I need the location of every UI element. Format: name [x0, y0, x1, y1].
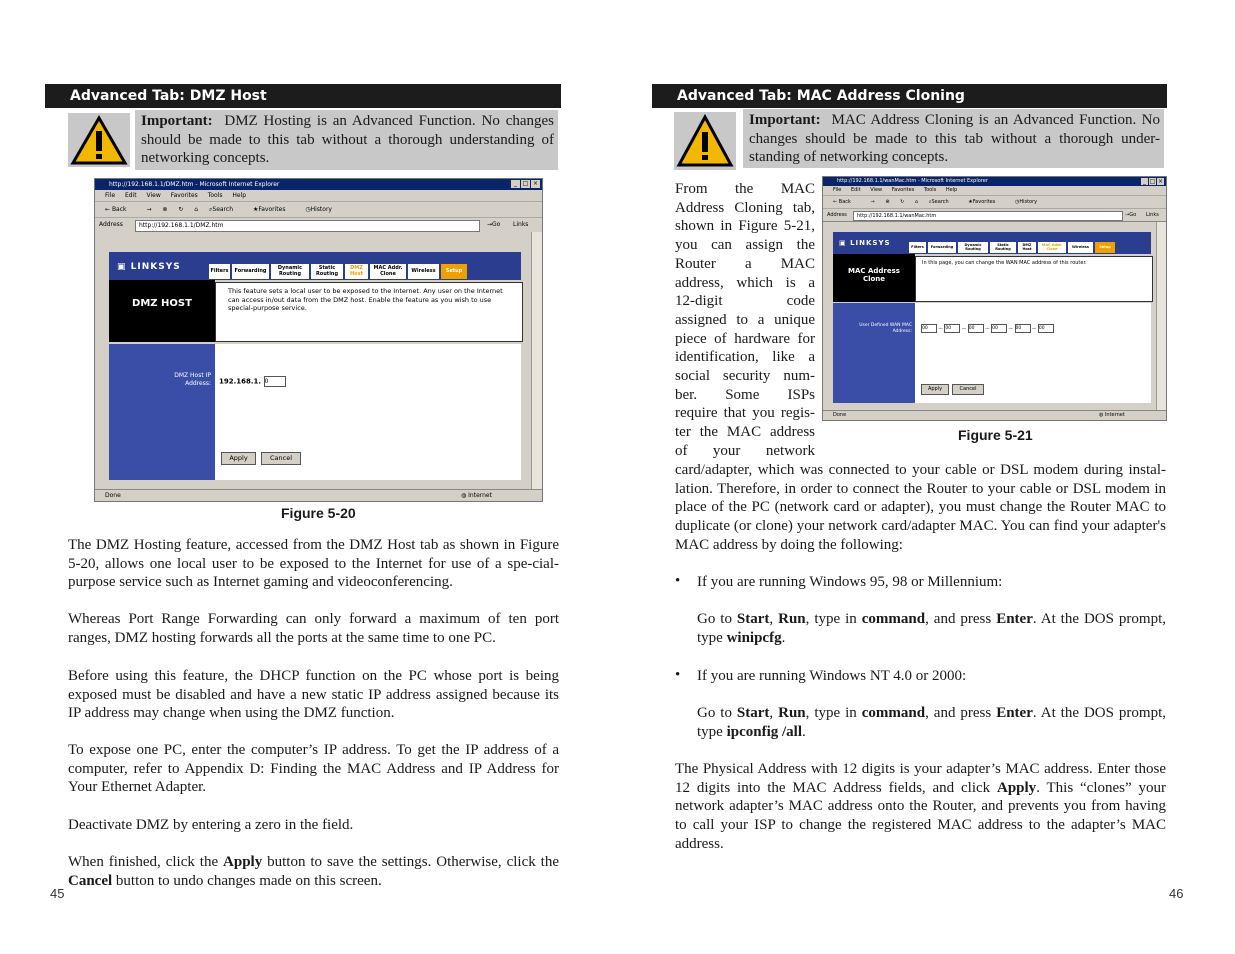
description-panel	[915, 256, 1153, 302]
bullet-item: If you are running Windows 95, 98 or Millennium:	[697, 574, 1003, 590]
address-bar	[95, 218, 542, 233]
favorites-button[interactable]: ★Favorites	[252, 206, 286, 213]
text-line: ter the MAC address	[675, 424, 815, 441]
text-line: Address Cloning tab,	[675, 199, 815, 216]
mac-input[interactable]: 00	[1015, 324, 1031, 333]
apply-button[interactable]: Apply	[921, 384, 949, 395]
address-input[interactable]: http://192.168.1.1/DMZ.htm	[135, 220, 480, 232]
tab-dynamic-routing[interactable]: Dynamic Routing	[958, 242, 988, 253]
body-paragraph: Before using this feature, the DHCP function on the PC whose port is being exposed must be disabled and have a new static IP address assigned because its IP address may change when using the DMZ function.	[68, 668, 559, 722]
mac-fields: 00 — 00 — 00 — 00 — 00 — 00	[921, 324, 1054, 333]
mac-input[interactable]: 00	[1038, 324, 1054, 333]
menu-view[interactable]: View	[870, 187, 883, 193]
instruction-paragraph: Go to Start, Run, type in command, and press Enter. At the DOS prompt, type ipconfig /all.	[697, 705, 1166, 740]
address-label: Address	[827, 212, 847, 218]
mac-input[interactable]: 00	[921, 324, 937, 333]
refresh-icon[interactable]: ↻	[900, 199, 905, 205]
home-icon[interactable]: ⌂	[194, 206, 199, 213]
body-paragraph: Deactivate DMZ by entering a zero in the field.	[68, 817, 354, 833]
history-button[interactable]: ◷History	[305, 206, 332, 213]
menu-view[interactable]: View	[146, 192, 161, 199]
back-button[interactable]: ← Back	[833, 199, 851, 205]
tab-static-routing[interactable]: Static Routing	[990, 242, 1016, 253]
instruction-paragraph: Go to Start, Run, type in command, and press Enter. At the DOS prompt, type winipcfg.	[697, 611, 1166, 646]
tab-forwarding[interactable]: Forwarding	[928, 242, 956, 253]
bullet: •	[675, 573, 681, 589]
maximize-icon[interactable]: □	[1149, 178, 1156, 185]
browser-window	[822, 176, 1167, 421]
body-paragraph: When finished, click the Apply button to save the settings. Otherwise, click the Cancel button to undo changes made on this screen.	[68, 854, 559, 889]
menu-file[interactable]: File	[105, 192, 116, 199]
linksys-logo: ▣ LINKSYS	[839, 239, 891, 247]
minimize-icon[interactable]: _	[1143, 178, 1146, 185]
page-number: 46	[1169, 886, 1184, 901]
tab-dynamic-routing[interactable]: Dynamic Routing	[271, 264, 309, 279]
text-line: 12-digit code	[675, 293, 815, 310]
text-line: ber. Some ISPs	[675, 386, 815, 403]
warning-icon	[68, 113, 130, 167]
menu-bar	[95, 190, 542, 202]
close-icon[interactable]: ×	[532, 180, 539, 187]
status-bar	[95, 489, 542, 501]
text-line: shown in Figure 5-21,	[675, 218, 815, 235]
go-button[interactable]: →Go	[1125, 212, 1137, 218]
description-text: This feature sets a local user to be exposed to the Internet. Any user on the Internet can access in/out data from the DMZ host. Enable the feature as you wish to use special-purpose service.	[228, 287, 503, 312]
window-title: http://192.168.1.1/DMZ.htm - Microsoft Internet Explorer _ □ ×	[95, 179, 542, 190]
section-title: DMZ HOST	[109, 280, 215, 342]
section-header: Advanced Tab: DMZ Host	[45, 84, 561, 108]
mac-input[interactable]: 00	[944, 324, 960, 333]
text-line: piece of hardware for	[675, 330, 815, 347]
zone-text: ◍ Internet	[461, 492, 492, 499]
status-bar	[823, 410, 1166, 420]
field-label-panel	[833, 303, 915, 403]
section-header: Advanced Tab: MAC Address Cloning	[652, 84, 1167, 108]
body-paragraph: Whereas Port Range Forwarding can only forward a maximum of ten port ranges, DMZ hosting forwards all the ports at the same time to one PC.	[68, 611, 559, 646]
refresh-icon[interactable]: ↻	[178, 206, 184, 213]
status-text: Done	[833, 412, 847, 418]
menu-file[interactable]: File	[833, 187, 842, 193]
maximize-icon[interactable]: □	[522, 180, 529, 187]
stop-icon[interactable]: ⊗	[885, 199, 890, 205]
status-text: Done	[105, 492, 121, 499]
important-text: MAC Address Cloning is an Advanced Function. No changes should be made to this tab without a thorough under-standing of networking concepts.	[749, 112, 1161, 165]
bullet: •	[675, 667, 681, 683]
text-line: of your network	[675, 442, 815, 459]
dmz-ip-label: DMZ Host IP Address:	[174, 372, 211, 387]
router-tabs	[909, 242, 1115, 253]
links-button[interactable]: Links	[1146, 212, 1159, 218]
menu-favorites[interactable]: Favorites	[170, 192, 198, 199]
tab-mac-clone[interactable]: MAC Addr. Clone	[370, 264, 406, 279]
window-title: http://192.168.1.1/wanMac.htm - Microsoft Internet Explorer _ □ ×	[823, 177, 1166, 186]
search-button[interactable]: ⌕Search	[209, 206, 234, 213]
browser-toolbar	[823, 196, 1166, 209]
important-label: Important:	[141, 113, 213, 129]
browser-toolbar	[95, 202, 542, 218]
figure-caption: Figure 5-21	[958, 427, 1033, 443]
menu-help[interactable]: Help	[232, 192, 247, 199]
field-label-panel	[109, 344, 215, 480]
stop-icon[interactable]: ⊗	[162, 206, 168, 213]
forward-icon[interactable]: →	[146, 206, 152, 213]
important-note	[135, 110, 558, 170]
form-panel	[915, 303, 1151, 403]
minimize-icon[interactable]: _	[511, 180, 520, 188]
body-paragraph: To expose one PC, enter the computer’s IP address. To get the IP address of a computer, refer to Appendix D: Finding the MAC Address and IP Address for Your Ethernet Adapter.	[68, 742, 559, 796]
menu-edit[interactable]: Edit	[124, 192, 137, 199]
tab-setup[interactable]: Setup	[1095, 242, 1115, 253]
mac-input[interactable]: 00	[968, 324, 984, 333]
body-paragraph: The DMZ Hosting feature, accessed from the DMZ Host tab as shown in Figure 5-20, allows one local user to be exposed to the Internet for use of a spe-cial-purpose service such as Internet gaming and videoconferencing.	[68, 537, 559, 591]
menu-tools[interactable]: Tools	[923, 187, 937, 193]
cancel-button[interactable]: Cancel	[261, 452, 301, 465]
address-bar	[823, 209, 1166, 222]
search-button[interactable]: ⌕Search	[928, 199, 949, 205]
menu-favorites[interactable]: Favorites	[891, 187, 915, 193]
dmz-ip-input[interactable]: 0	[264, 376, 286, 387]
cancel-button[interactable]: Cancel	[952, 384, 984, 395]
page-number: 45	[50, 886, 65, 901]
body-paragraph: The Physical Address with 12 digits is your adapter’s MAC address. Enter those 12 digits into the MAC Address fields, and click Apply. This “clones” your network adapter’s MAC address onto the Router, and prevents you from having to call your ISP to change the registered MAC address to the adapter’s MAC address.	[675, 761, 1167, 852]
menu-help[interactable]: Help	[945, 187, 958, 193]
page-content	[823, 222, 1157, 410]
text-line: you can assign the	[675, 237, 815, 254]
home-icon[interactable]: ⌂	[914, 199, 919, 205]
bullet-item: If you are running Windows NT 4.0 or 2000:	[697, 668, 967, 684]
tab-setup[interactable]: Setup	[441, 264, 467, 279]
text-line: address, which is a	[675, 274, 815, 291]
tab-wireless[interactable]: Wireless	[408, 264, 439, 279]
menu-tools[interactable]: Tools	[207, 192, 223, 199]
body-paragraph: card/adapter, which was connected to your cable or DSL modem during instal-lation. Therefore, in order to connect the Router to your cable or DSL modem in place of the PC (network card or adapter), you must change the Router MAC to duplicate (or clone) your network card/adapter MAC. You can find your adapter's MAC address by doing the following:	[675, 462, 1166, 553]
menu-edit[interactable]: Edit	[850, 187, 861, 193]
forward-icon[interactable]: →	[870, 199, 875, 205]
history-button[interactable]: ◷History	[1014, 199, 1038, 205]
important-label: Important:	[749, 112, 821, 128]
links-button[interactable]: Links	[513, 221, 529, 228]
description-panel	[215, 282, 523, 342]
browser-window	[94, 178, 543, 502]
favorites-button[interactable]: ★Favorites	[968, 199, 996, 205]
address-label: Address	[99, 221, 123, 228]
ip-prefix: 192.168.1.	[219, 377, 262, 386]
form-panel	[215, 344, 521, 480]
vertical-scrollbar[interactable]	[1156, 222, 1166, 410]
text-line: assigned to a unique	[675, 311, 815, 328]
tab-wireless[interactable]: Wireless	[1068, 242, 1093, 253]
description-text: In this page, you can change the WAN MAC address of this router.	[922, 260, 1087, 266]
important-note	[743, 109, 1164, 168]
menu-bar	[823, 186, 1166, 196]
vertical-scrollbar[interactable]	[531, 232, 542, 490]
tab-dmz-host[interactable]: DMZ Host	[345, 264, 368, 279]
go-button[interactable]: →Go	[487, 221, 501, 228]
text-line: Router a MAC	[675, 255, 815, 272]
text-line: From the MAC	[675, 181, 815, 197]
mac-address-label: User Defined WAN MAC Address:	[859, 323, 912, 334]
address-input[interactable]: http://192.168.1.1/wanMac.htm	[853, 211, 1123, 221]
wrapped-text-column	[675, 180, 815, 461]
mac-input[interactable]: 00	[991, 324, 1007, 333]
tab-filters[interactable]: Filters	[209, 264, 230, 279]
linksys-logo: ▣ LINKSYS	[117, 262, 181, 272]
tab-dmz-host[interactable]: DMZ Host	[1018, 242, 1036, 253]
router-tabs	[209, 264, 467, 279]
warning-icon	[674, 112, 736, 170]
apply-button[interactable]: Apply	[221, 452, 256, 465]
tab-filters[interactable]: Filters	[909, 242, 926, 253]
figure-caption: Figure 5-20	[281, 505, 356, 521]
tab-mac-clone[interactable]: MAC Addr. Clone	[1038, 242, 1066, 253]
important-text: DMZ Hosting is an Advanced Function. No changes should be made to this tab without a thorough understanding of networking concepts.	[141, 113, 554, 166]
text-line: identification, like a	[675, 349, 815, 366]
text-line: social security num-	[675, 368, 815, 385]
zone-text: ◍ Internet	[1099, 412, 1125, 418]
page-content	[95, 232, 532, 490]
section-title: MAC Address Clone	[833, 254, 915, 302]
tab-forwarding[interactable]: Forwarding	[232, 264, 269, 279]
text-line: require that you regis-	[675, 405, 815, 422]
tab-static-routing[interactable]: Static Routing	[311, 264, 343, 279]
back-button[interactable]: ← Back	[105, 206, 127, 213]
close-icon[interactable]: ×	[1157, 178, 1164, 185]
